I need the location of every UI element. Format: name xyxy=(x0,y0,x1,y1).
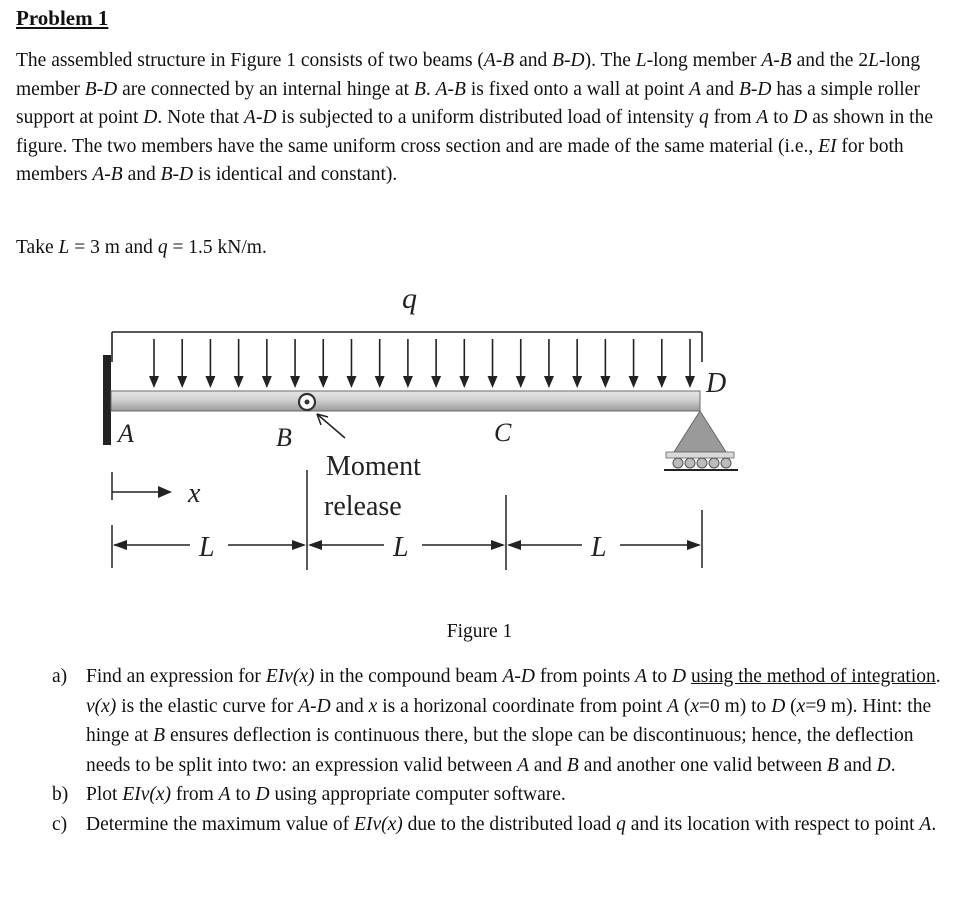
load-arrow-head xyxy=(403,376,413,388)
load-arrow-head xyxy=(657,376,667,388)
load-arrow-head xyxy=(431,376,441,388)
beam-AD xyxy=(111,391,700,411)
load-arrow-head xyxy=(629,376,639,388)
question-c: c) Determine the maximum value of EIv(x) due to the distributed load q and its location with respect to point A. xyxy=(52,813,937,835)
x-coordinate-arrow xyxy=(112,472,172,500)
load-arrow-head xyxy=(262,376,272,388)
load-arrow-head xyxy=(346,376,356,388)
load-arrow-head xyxy=(544,376,554,388)
distributed-load xyxy=(112,332,702,388)
label-D: D xyxy=(706,368,727,399)
moment-release-line1: Moment xyxy=(326,451,421,482)
load-arrow-head xyxy=(600,376,610,388)
load-arrow-head xyxy=(318,376,328,388)
dim-label-3: L xyxy=(591,532,607,563)
question-list xyxy=(52,662,942,839)
load-arrow-head xyxy=(177,376,187,388)
problem-title: Problem 1 xyxy=(16,6,109,30)
dim-label-2: L xyxy=(393,532,409,563)
load-arrow-head xyxy=(572,376,582,388)
load-arrow-head xyxy=(290,376,300,388)
load-arrow-head xyxy=(234,376,244,388)
label-B: B xyxy=(276,423,292,452)
problem-statement: The assembled structure in Figure 1 consists of two beams (A-B and B-D). The L-long member A-B and the 2L-long member B-D are connected by an internal hinge at B. A-B is fixed onto a wall at point A and B-D has a simple roller support at point D. Note that A-D is subjected to a uniform distributed load of intensity q from A to D as shown in the figure. The two members have the same uniform cross section and are made of the same material (i.e., EI for both members A-B and B-D is identical and constant). xyxy=(16,50,933,185)
load-label-q: q xyxy=(402,282,417,315)
load-arrow-head xyxy=(516,376,526,388)
figure-caption: Figure 1 xyxy=(446,621,513,642)
load-arrow-head xyxy=(375,376,385,388)
load-arrow-head xyxy=(685,376,695,388)
load-arrow-head xyxy=(459,376,469,388)
dim-label-1: L xyxy=(199,532,215,563)
hinge-B xyxy=(299,394,315,410)
question-b: b) Plot EIv(x) from A to D using appropriate computer software. xyxy=(52,784,566,805)
label-C: C xyxy=(494,418,512,447)
load-arrow-head xyxy=(149,376,159,388)
beam-figure xyxy=(0,270,959,610)
load-arrow-head xyxy=(205,376,215,388)
fixed-wall-A xyxy=(103,355,111,445)
roller-support-D xyxy=(664,411,738,470)
moment-release-line2: release xyxy=(324,491,402,522)
x-label: x xyxy=(188,478,201,509)
given-values: Take L = 3 m and q = 1.5 kN/m. xyxy=(16,237,267,258)
label-A: A xyxy=(118,419,134,448)
question-a: a) Find an expression for EIv(x) in the compound beam A-D from points A to D using the method of integration. v(x) is the elastic curve for A-D and x is a horizonal coordinate from point A (x=0 m) to D (x=9 m). Hint: the hinge at B ensures deflection is continuous there, but the slope can be discontinuous; hence, the deflection needs to be split into two: an expression valid between A and B and another one valid between B and D. xyxy=(52,666,941,776)
load-arrow-head xyxy=(488,376,498,388)
moment-release-pointer xyxy=(317,414,345,438)
